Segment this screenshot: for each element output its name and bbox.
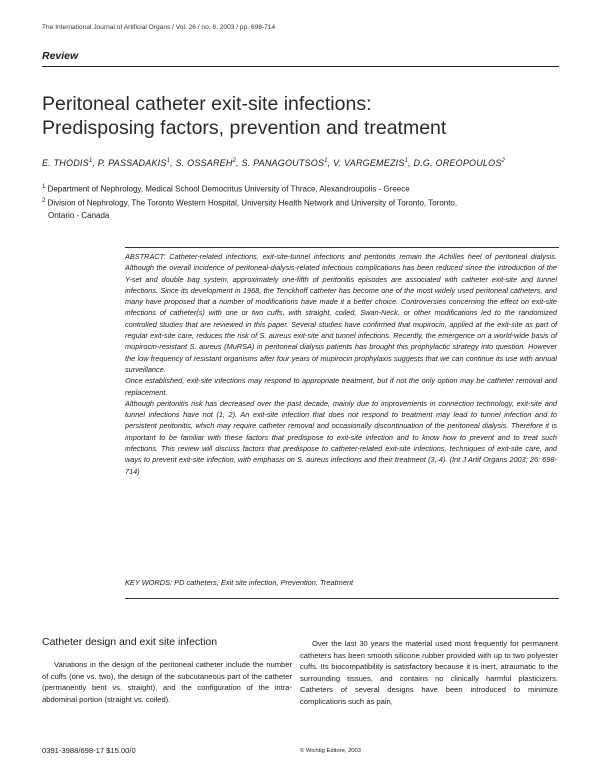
affiliation-text: Division of Nephrology, The Toronto Western Hospital, University Health Network and University of Toronto, Toronto, xyxy=(47,198,458,208)
section-divider xyxy=(42,66,559,67)
author-list: E. THODIS$^1$, P. PASSADAKIS$^1$, S. OSSAREH$^2$, S. PANAGOUTSOS$^1$, V. VARGEMEZIS$^1$, D.G. OREOPOULOS$^2$ xyxy=(42,158,506,168)
right-column xyxy=(300,638,558,708)
body-paragraph: Over the last 30 years the material used most frequently for permanent catheters has been smooth silicone rubber provided with up to two polyester cuffs. Its biocompatibility is satisfactory because it is inert, atraumatic to the surrounding tissues, and contains no clinically harmful plasticizers. Catheters of several designs have been introduced to minimize complications such as pain, xyxy=(300,639,558,706)
author-name: S. PANAGOUTSOS xyxy=(241,158,325,168)
author-affiliation-mark: 1 xyxy=(166,158,171,164)
section-heading: Catheter design and exit site infection xyxy=(42,636,218,648)
affiliation-mark: 1 xyxy=(42,184,46,190)
author-name: P. PASSADAKIS xyxy=(97,158,167,168)
author-name: E. THODIS xyxy=(42,158,89,168)
section-label: Review xyxy=(42,50,79,62)
footer-copyright: © Wichtig Editore, 2003 xyxy=(300,748,361,754)
author-affiliation-mark: 1 xyxy=(404,158,409,164)
footer-code: 0391-3988/698-17 $15.00/0 xyxy=(42,746,136,755)
author-affiliation-mark: 1 xyxy=(324,158,328,164)
author-name: V. VARGEMEZIS xyxy=(333,158,405,168)
author-affiliation-mark: 1 xyxy=(88,158,93,164)
author-affiliation-mark: 2 xyxy=(501,158,506,164)
keywords: KEY WORDS: PD catheters, Exit site infection, Prevention, Treatment xyxy=(125,578,354,587)
abstract xyxy=(125,251,557,477)
affiliation-text: Department of Nephrology, Medical School Democritus University of Thrace, Alexandroupolis - Greece xyxy=(47,184,410,194)
author-name: S. OSSAREH xyxy=(175,158,233,168)
affiliation-text-continued: Ontario - Canada xyxy=(48,211,110,221)
title-line-2: Predisposing factors, prevention and treatment xyxy=(42,117,447,139)
article-title xyxy=(42,92,562,140)
abstract-paragraph: Once established, exit-site infections may respond to appropriate treatment, but if not the only option may be catheter removal and replacement. xyxy=(125,376,557,397)
left-column xyxy=(42,659,292,705)
affiliation-2 xyxy=(42,195,562,223)
affiliation-1 xyxy=(42,181,562,196)
abstract-paragraph: Although peritonitis risk has decreased over the past decade, mainly due to improvements in connection technology, exit-site and tunnel infections have not (1, 2). An exit-site infection that does not respond to treatment may lead to tunnel infection and to persistent peritonitis, which may require catheter removal and occasionally discontinuation of the peritoneal dialysis. Therefore it is important to be familiar with these factors that predispose to exit-site infection and to know how to prevent and to treat such infections. This review will discuss factors that predispose to catheter-related exit-site infections, techniques of exit-site care, and ways to prevent exit-site infection, with emphasis on S. aureus infections and their treatment (3, 4). (Int J Artif Organs 2003; 26: 698-714) xyxy=(125,398,557,476)
author-affiliation-mark: 2 xyxy=(232,158,237,164)
abstract-bottom-rule xyxy=(125,598,559,599)
body-paragraph: Variations in the design of the peritoneal catheter include the number of cuffs (one vs. two), the design of the subcutaneous part of the catheter (permanently bent vs. straight), and the configuration of the intra-abdominal portion (straight vs. coiled). xyxy=(42,660,292,704)
abstract-top-rule xyxy=(125,247,559,248)
author-name: D.G. OREOPOULOS xyxy=(413,158,502,168)
abstract-paragraph: ABSTRACT: Catheter-related infections, exit-site-tunnel infections and peritonitis remain the Achilles heel of peritoneal dialysis. Although the overall incidence of peritoneal-dialysis-related infectious complications has been reduced since the introduction of the Y-set and double bag system, approximately one-fifth of peritonitis episodes are associated with catheter exit-site and tunnel infections. Since its development in 1968, the Tenckhoff catheter has become one of the most widely used peritoneal catheters, and many have proposed that a number of modifications have made it a better choice. Controversies concerning the effect on exit-site infections of catheter(s) with one or two cuffs, with straight, coiled, Swan-Neck, or other modifications led to the randomized controlled studies that are reviewed in this paper. Several studies have confirmed that mupirocin, applied at the exit-site as part of regular exit-site care, reduces the risk of S. aureus exit-site and tunnel infections. Recently, the emergence on a world-wide basis of mupirocin-resistant S. aureus (MuRSA) in peritoneal dialysis patients has brought this prophylactic strategy into question. However the low frequency of resistant organisms after four years of mupirocin prophylaxis suggests that we can continue its use with annual surveillance. xyxy=(125,252,557,374)
affiliation-mark: 2 xyxy=(42,198,46,204)
journal-citation: The International Journal of Artificial Organs / Vol. 26 / no. 8, 2003 / pp. 698-714 xyxy=(42,24,276,31)
title-line-1: Peritoneal catheter exit-site infections: xyxy=(42,93,372,115)
